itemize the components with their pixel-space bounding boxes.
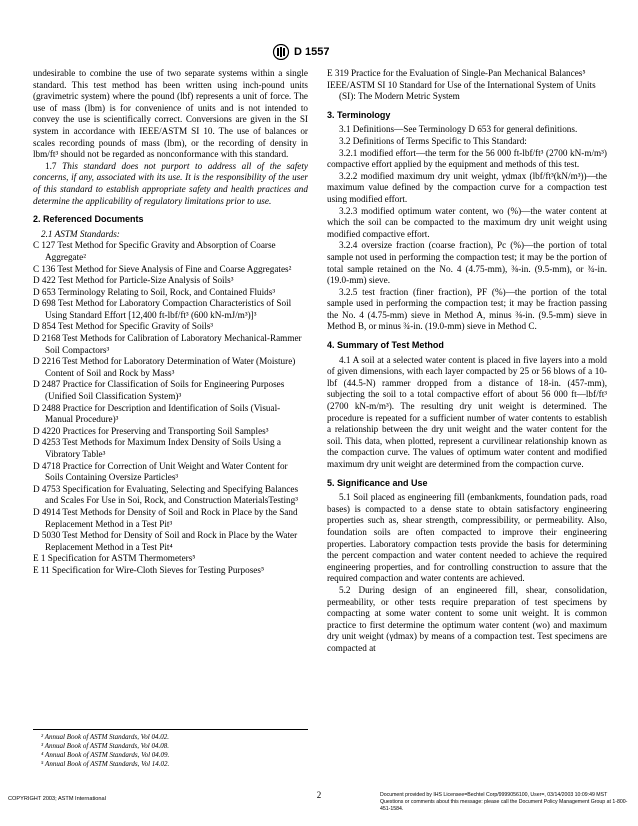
paragraph-5-1: 5.1 Soil placed as engineering fill (embankments, foundation pads, road bases) is compacted to a dense state to obtain satisfactory engineering properties such as, shear strength, compressibility, or permeability. Also, foundation soils are often compacted to improve their engineering properties. Laboratory compaction tests provide the basis for determining the percent compaction and water content needed to achieve the required engineering properties, and for controlling construction to assure that the required compaction and water contents are achieved.: [327, 492, 607, 584]
right-column: [327, 68, 607, 655]
section-5-heading: 5. Significance and Use: [327, 477, 428, 488]
footnote-4: ⁴ Annual Book of ASTM Standards, Vol 04.09.: [41, 751, 170, 759]
document-license-notice: Document provided by IHS Licensee=Bechtel Corp/9999056100, User=, 03/14/2003 10:09:49 MST Questions or comments about this message: please call the Document Policy Management Group at 1-800-451-1584.: [380, 792, 628, 812]
page-header: [0, 44, 638, 60]
ref-d4753: D 4753 Specification for Evaluating, Selecting and Specifying Balances and Scales For Use in Soi, Rock, and Construction MaterialsTesting³: [33, 483, 299, 506]
paragraph-3-2-5: 3.2.5 test fraction (finer fraction), PF (%)—the portion of the total sample used in performing the compaction test; it may be fraction passing the No. 4 (4.75-mm) sieve in Method A, minus ⅜-in. (9.5-mm) sieve in Method B, or minus ¾-in. (19.0-mm) sieve in Method C.: [327, 286, 607, 332]
ref-d854: D 854 Test Method for Specific Gravity of Soils³: [33, 321, 214, 332]
ref-d2216: D 2216 Test Method for Laboratory Determination of Water (Moisture) Content of Soil and Rock by Mass³: [33, 356, 296, 378]
ref-d4914: D 4914 Test Methods for Density of Soil and Rock in Place by the Sand Replacement Method in a Test Pit³: [33, 506, 298, 529]
paragraph-4-1: 4.1 A soil at a selected water content is placed in five layers into a mold of given dimensions, with each layer compacted by 25 or 56 blows of a 10-lbf (44.5-N) rammer dropped from a distance of 18-in. (457-mm), subjecting the soil to a total compactive effort of about 56 000 ft—lbf/ft³ (2700 kN-m/m³). The resulting dry unit weight is determined. The procedure is repeated for a sufficient number of water contents to establish a relationship between the dry unit weight and the water content for the soil. This data, when plotted, represent a curvilinear relationship known as the compaction curve. The values of optimum water content and modified maximum dry unit weight are determined from the compaction curve.: [327, 354, 607, 469]
ref-c127: C 127 Test Method for Specific Gravity and Absorption of Coarse Aggregate²: [33, 240, 276, 262]
paragraph-3-2: 3.2 Definitions of Terms Specific to This Standard:: [339, 135, 527, 146]
ref-d653: D 653 Terminology Relating to Soil, Rock, and Contained Fluids³: [33, 286, 276, 297]
paragraph-5-2: 5.2 During design of an engineered fill, shear, consolidation, permeability, or other tests require preparation of test specimens by compacting at some water content to some unit weight. It is common practice to first determine the optimum water content (wo) and maximum dry unit weight (γdmax) by means of a compaction test. Test specimens are compacted at: [327, 584, 607, 653]
ref-d2168: D 2168 Test Methods for Calibration of Laboratory Mechanical-Rammer Soil Compactors³: [33, 333, 302, 355]
astm-logo-icon: [272, 44, 290, 60]
paragraph-3-2-3: 3.2.3 modified optimum water content, wo (%)—the water content at which the soil can be compacted to the maximum dry unit weight using modified compactive effort.: [327, 205, 607, 239]
standard-designation: D 1557: [294, 46, 330, 58]
section-2-heading: 2. Referenced Documents: [33, 214, 144, 225]
ref-e1: E 1 Specification for ASTM Thermometers⁵: [33, 553, 196, 564]
ref-d698: D 698 Test Method for Laboratory Compaction Characteristics of Soil Using Standard Effort [12,400 ft-lbf/ft³ (600 kN-mJ/m³)]³: [33, 298, 292, 320]
paragraph-3-1: 3.1 Definitions—See Terminology D 653 for general definitions.: [339, 124, 578, 135]
ref-d4718: D 4718 Practice for Correction of Unit Weight and Water Content for Soils Containing Oversize Particles³: [33, 460, 288, 483]
paragraph-3-2-2: 3.2.2 modified maximum dry unit weight, γdmax (lbf/ft³(kN/m³))—the maximum value defined by the compaction curve for a compaction test using modified effort.: [327, 170, 607, 204]
ref-d4253: D 4253 Test Methods for Maximum Index Density of Soils Using a Vibratory Table³: [33, 437, 281, 459]
footnote-5: ⁵ Annual Book of ASTM Standards, Vol 14.02.: [41, 760, 170, 768]
ref-c136: C 136 Test Method for Sieve Analysis of Fine and Coarse Aggregates²: [33, 263, 292, 274]
footnote-2: ² Annual Book of ASTM Standards, Vol 04.02.: [41, 733, 169, 741]
ref-d5030: D 5030 Test Method for Density of Soil and Rock in Place by the Water Replacement Method in a Test Pit⁴: [33, 530, 298, 552]
page-number: 2: [316, 790, 322, 800]
astm-standards-label: 2.1 ASTM Standards:: [41, 228, 120, 239]
ref-e319: E 319 Practice for the Evaluation of Single-Pan Mechanical Balances⁵: [327, 68, 586, 78]
ref-e11: E 11 Specification for Wire-Cloth Sieves for Testing Purposes⁵: [33, 564, 265, 575]
ref-d422: D 422 Test Method for Particle-Size Analysis of Soils³: [33, 275, 234, 286]
copyright-notice: COPYRIGHT 2003; ASTM International: [8, 796, 106, 802]
left-column: [33, 68, 308, 577]
ref-si10: IEEE/ASTM SI 10 Standard for Use of the International System of Units (SI): The Modern Metric System: [327, 79, 596, 102]
intro-paragraph: undesirable to combine the use of two separate systems within a single standard. This test method has been written using inch-pound units (gravimetric system) where the pound (lbf) represents a unit of force. The use of mass (lbm) is for convenience of units and is not intended to convey the use is scientifically correct. Conversions are given in the SI system in accordance with IEEE/ASTM SI 10. The use of balances or scales recording pounds of mass (lbm), or the recording of density in lbm/ft³ should not be regarded as nonconformance with this standard.: [33, 68, 308, 160]
footnotes: [33, 729, 308, 769]
paragraph-1-7: 1.7 This standard does not purport to address all of the safety concerns, if any, associated with its use. It is the responsibility of the user of this standard to establish appropriate safety and health practices and determine the applicability of regulatory limitations prior to use.: [33, 160, 308, 206]
ref-d4220: D 4220 Practices for Preserving and Transporting Soil Samples³: [33, 425, 269, 436]
section-4-heading: 4. Summary of Test Method: [327, 340, 444, 351]
paragraph-3-2-1: 3.2.1 modified effort—the term for the 56 000 ft-lbf/ft³ (2700 kN-m/m³) compactive effort applied by the equipment and methods of this test.: [327, 147, 607, 170]
ref-d2487: D 2487 Practice for Classification of Soils for Engineering Purposes (Unified Soil Classification System)³: [33, 379, 285, 402]
footnote-3: ³ Annual Book of ASTM Standards, Vol 04.08.: [41, 742, 169, 750]
section-3-heading: 3. Terminology: [327, 109, 391, 120]
ref-d2488: D 2488 Practice for Description and Identification of Soils (Visual-Manual Procedure)³: [33, 402, 281, 425]
paragraph-3-2-4: 3.2.4 oversize fraction (coarse fraction), Pc (%)—the portion of total sample not used in performing the compaction test; it may be the portion of total sample retained on the No. 4 (4.75-mm), ⅜-in. (9.5-mm), or ¾-in. (19.0-mm) sieve.: [327, 240, 607, 286]
